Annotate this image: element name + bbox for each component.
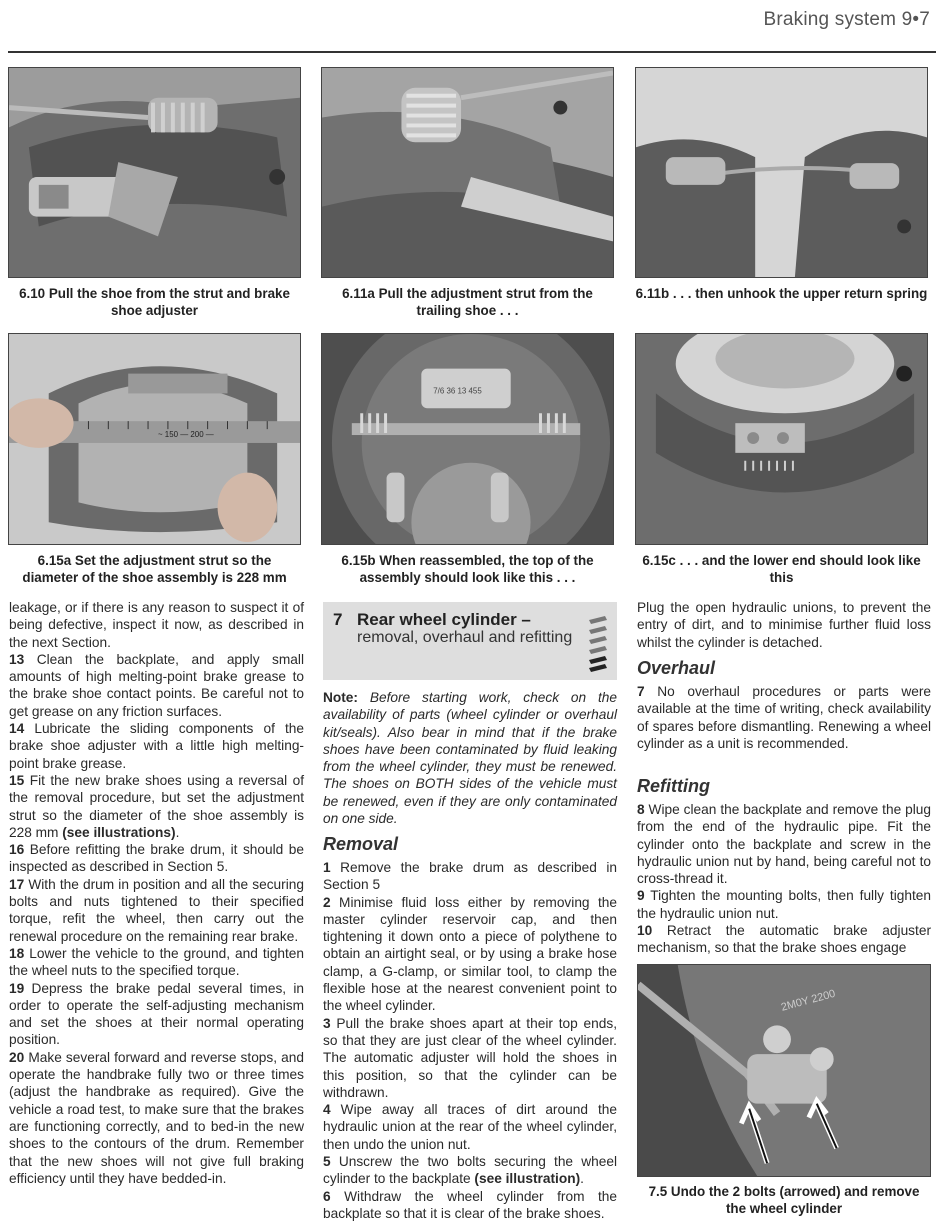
section-title: Rear wheel cylinder –: [357, 610, 531, 629]
paragraph-19: 19 Depress the brake pedal several times, in order to operate the self-adjusting mechanism and set the shoes at their normal operating position.: [9, 980, 304, 1048]
paragraph-15: 15 Fit the new brake shoes using a reversal of the removal procedure, but set the adjustment strut so the diameter of the shoe assembly is 228 mm (see illustrations).: [9, 772, 304, 840]
photo-6-11a: [321, 67, 614, 278]
caption-7-5: 7.5 Undo the 2 bolts (arrowed) and remove the wheel cylinder: [648, 1184, 920, 1216]
paragraph-17: 17 With the drum in position and all the securing bolts and nuts tightened to their specified torque, refit the wheel, then carry out the renewal procedure on the remaining rear brake.: [9, 876, 304, 944]
paragraph-14: 14 Lubricate the sliding components of the brake shoe adjuster with a little high melting-point brake grease.: [9, 721, 304, 771]
caption-6-11a: 6.11a Pull the adjustment strut from the trailing shoe . . .: [342, 286, 593, 318]
page-title: Braking system 9•7: [763, 9, 930, 30]
cylinder-label: 7/6 36 13 455: [433, 386, 482, 396]
photo-6-15b: [321, 333, 614, 545]
middle-text-column-removal: [323, 859, 617, 1222]
removal-heading: Removal: [323, 834, 399, 854]
middle-text-column: [323, 689, 617, 827]
paragraph-6: 6 Withdraw the wheel cylinder from the backplate so that it is clear of the brake shoes.: [323, 1188, 617, 1221]
caption-6-15a: 6.15a Set the adjustment strut so the diameter of the shoe assembly is 228 mm: [22, 553, 287, 585]
paragraph-20: 20 Make several forward and reverse stops, and operate the handbrake fully two or three times (adjust the handbrake as required). Give the vehicle a road test, to make sure that the brakes are functioning correctly, and to bed-in the new shoes to the contours of the drum. Remember that the new shoes will not give full braking efficiency until they have bedded-in.: [9, 1049, 304, 1186]
see-illustrations-ref: (see illustrations): [62, 824, 176, 840]
right-text-column-overhaul: [637, 683, 931, 752]
paragraph-2: 2 Minimise fluid loss either by removing the master cylinder reservoir cap, and then tightening it down onto a piece of polythene to obtain an airtight seal, or by using a brake hose clamp, a G-clamp, or similar tool, to clamp the flexible hose at the nearest convenient point to the wheel cylinder.: [323, 894, 617, 1014]
caption-6-15b: 6.15b When reassembled, the top of the assembly should look like this . . .: [341, 553, 594, 585]
left-text-column: [9, 599, 304, 1187]
paragraph-1: 1 Remove the brake drum as described in Section 5: [323, 860, 617, 893]
spanner-rating-icon: [585, 612, 611, 674]
caption-6-10: 6.10 Pull the shoe from the strut and brake shoe adjuster: [19, 286, 290, 318]
paragraph-13: 13 Clean the backplate, and apply small amounts of high melting-point brake grease to the brake shoe contact points. Be careful not to get grease on any friction surfaces.: [9, 651, 304, 719]
see-illustration-ref: (see illustration): [474, 1171, 581, 1187]
section-number: 7: [333, 610, 343, 629]
photo-6-10: [8, 67, 301, 278]
paragraph-8: 8 Wipe clean the backplate and remove the plug from the end of the hydraulic pipe. Fit the cylinder onto the backplate and screw in the hydraulic union nut by hand, being careful not to cross-thread it.: [637, 802, 931, 887]
paragraph-7: 7 No overhaul procedures or parts were available at the time of writing, check availability of spares before dismantling. Renewing a wheel cylinder as a unit is recommended.: [637, 684, 931, 751]
paragraph-6-cont: Plug the open hydraulic unions, to prevent the entry of dirt, and to minimise further fluid loss whilst the cylinder is detached.: [637, 600, 931, 650]
right-text-column: [637, 599, 931, 651]
paragraph-16: 16 Before refitting the brake drum, it should be inspected as described in Section 5.: [9, 842, 304, 875]
photo-7-5: [637, 964, 931, 1177]
refitting-heading: Refitting: [637, 776, 710, 796]
section-subtitle: removal, overhaul and refitting: [357, 629, 573, 646]
overhaul-heading: Overhaul: [637, 658, 716, 678]
photo-6-15a: [8, 333, 301, 545]
paragraph-18: 18 Lower the vehicle to the ground, and tighten the wheel nuts to the specified torque.: [9, 945, 304, 979]
paragraph-4: 4 Wipe away all traces of dirt around the hydraulic union at the rear of the wheel cylinder, then undo the union nut.: [323, 1102, 617, 1152]
caption-6-15c: 6.15c . . . and the lower end should look like this: [642, 553, 921, 585]
backplate-label: 2M0Y 2200: [779, 987, 837, 1014]
right-text-column-refitting: [637, 801, 931, 957]
paragraph-9: 9 Tighten the mounting bolts, then fully tighten the hydraulic union nut.: [637, 888, 931, 921]
ruler-scale: ~ 150 — 200 —: [157, 430, 214, 440]
photo-6-11b: [635, 67, 928, 278]
section-7-heading: [323, 602, 617, 680]
caption-6-11b: 6.11b . . . then unhook the upper return spring: [635, 286, 928, 301]
header-rule: [8, 51, 936, 53]
paragraph-12-cont: leakage, or if there is any reason to suspect it of being defective, inspect it now, as described in the next Section.: [9, 600, 304, 650]
note-paragraph: Note: Before starting work, check on the availability of parts (wheel cylinder or overhaul kit/seals). Also bear in mind that if the brake shoes have been contaminated by fluid leaking from the wheel cylinder, they must be renewed. The shoes on BOTH sides of the vehicle must be renewed, even if they are only contaminated on one side.: [323, 690, 617, 827]
page-header: [0, 0, 948, 50]
paragraph-10: 10 Retract the automatic brake adjuster mechanism, so that the brake shoes engage: [637, 923, 931, 956]
paragraph-3: 3 Pull the brake shoes apart at their top ends, so that they are just clear of the wheel cylinder. The automatic adjuster will hold the shoes in this position, so that the cylinder can be withdrawn.: [323, 1015, 617, 1100]
photo-6-15c: [635, 333, 928, 545]
paragraph-5: 5 Unscrew the two bolts securing the wheel cylinder to the backplate (see illustration).: [323, 1154, 617, 1187]
